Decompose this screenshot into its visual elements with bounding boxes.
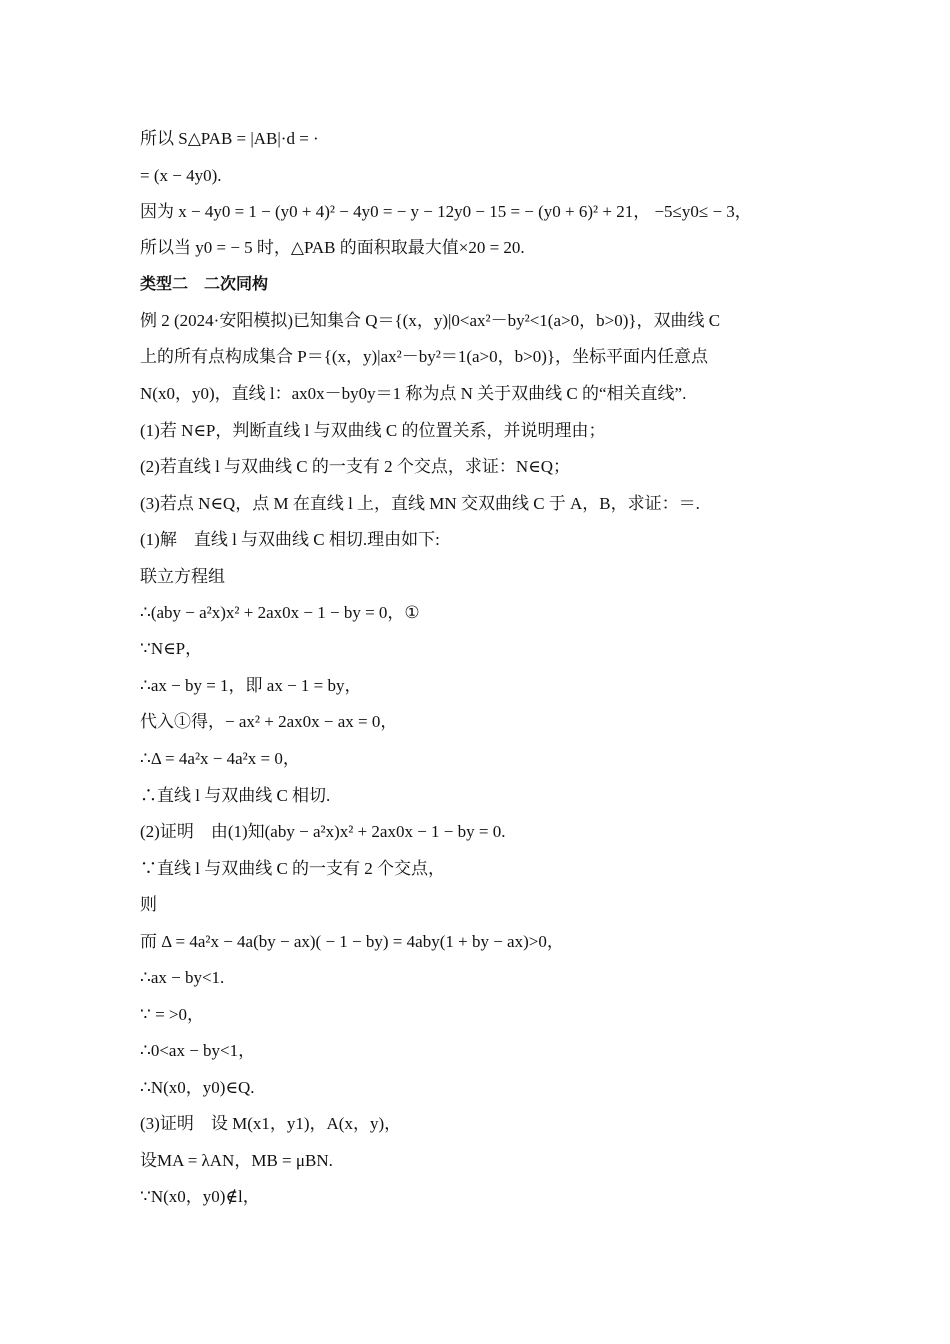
text-line-4: 所以当 y0 = − 5 时，△PAB 的面积取最大值×20 = 20. [140,238,525,257]
text-line-21: ∵直线 l 与双曲线 C 的一支有 2 个交点， [140,859,446,878]
example-statement-3: N(x0，y0)，直线 l：ax0x－by0y＝1 称为点 N 关于双曲线 C 的“相关直线”. [140,384,687,403]
text-line-30: ∵N(x0，y0)∉l， [140,1187,260,1206]
text-line-26: ∴0<ax − by<1， [140,1041,256,1060]
text-line-25: ∵ = >0， [140,1005,204,1024]
text-line-22: 则 [140,895,157,914]
text-line-29: 设MA = λAN，MB = μBN. [140,1151,333,1170]
text-line-1: 所以 S△PAB = |AB|·d = · [140,129,319,148]
example-statement-2: 上的所有点构成集合 P＝{(x，y)|ax²－by²＝1(a>0，b>0)}，坐标平面内任意点 [140,347,709,366]
question-2: (2)若直线 l 与双曲线 C 的一支有 2 个交点，求证：N∈Q； [140,457,571,476]
text-line-2: = (x − 4y0). [140,166,222,185]
text-line-27: ∴N(x0，y0)∈Q. [140,1078,255,1097]
proof-2-heading: (2)证明 由(1)知(aby − a²x)x² + 2ax0x − 1 − by = 0. [140,822,506,841]
text-line-18: ∴Δ = 4a²x − 4a²x = 0， [140,749,300,768]
text-line-24: ∴ax − by<1. [140,968,225,987]
text-line-16: ∴ax − by = 1，即 ax − 1 = by， [140,676,362,695]
text-line-17: 代入①得，− ax² + 2ax0x − ax = 0， [140,712,398,731]
solution-1-heading: (1)解 直线 l 与双曲线 C 相切.理由如下: [140,530,440,549]
question-3: (3)若点 N∈Q，点 M 在直线 l 上，直线 MN 交双曲线 C 于 A，B，求证：＝. [140,494,700,513]
text-line-19: ∴直线 l 与双曲线 C 相切. [140,786,331,805]
text-line-15: ∵N∈P， [140,639,203,658]
text-line-14: ∴(aby − a²x)x² + 2ax0x − 1 − by = 0，① [140,603,420,622]
section-heading: 类型二 二次同构 [140,274,269,293]
text-line-23: 而 Δ = 4a²x − 4a(by − ax)( − 1 − by) = 4aby(1 + by − ax)>0， [140,932,564,951]
text-line-3: 因为 x − 4y0 = 1 − (y0 + 4)² − 4y0 = − y − 12y0 − 15 = − (y0 + 6)² + 21， −5≤y0≤ − 3， [140,202,752,221]
proof-3-heading: (3)证明 设 M(x1，y1)，A(x，y)， [140,1114,402,1133]
text-line-13: 联立方程组 [140,567,225,586]
example-statement-1: 例 2 (2024·安阳模拟)已知集合 Q＝{(x，y)|0<ax²－by²<1(a>0，b>0)}，双曲线 C [140,311,721,330]
question-1: (1)若 N∈P，判断直线 l 与双曲线 C 的位置关系，并说明理由； [140,421,606,440]
